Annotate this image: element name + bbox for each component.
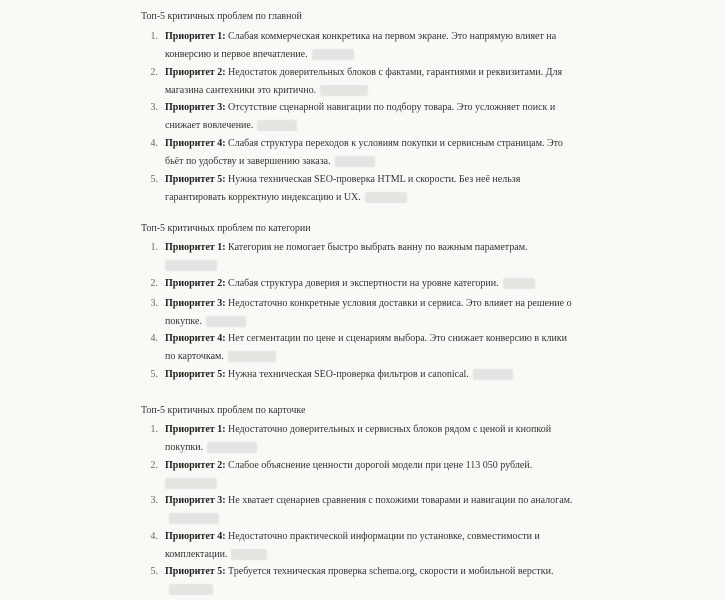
item-description: Слабая структура переходов к условиям покупки и сервисным страницам. Это бьёт по удобству и завершению заказа. [165, 138, 563, 167]
section-title: Топ-5 критичных проблем по карточке [141, 405, 306, 416]
redacted-blur [231, 549, 267, 560]
redacted-blur [320, 85, 368, 96]
redacted-blur [473, 369, 513, 380]
redacted-blur [169, 513, 219, 524]
item-text [165, 171, 575, 207]
item-text [165, 330, 575, 366]
item-text [165, 528, 575, 564]
item-text [165, 135, 575, 171]
item-text [165, 457, 575, 493]
item-description: Недостаточно конкретные условия доставки и сервиса. Это влияет на решение о покупке. [165, 298, 572, 327]
item-description: Слабое объяснение ценности дорогой модели при цене 113 050 рублей. [225, 460, 533, 471]
priority-label: Приоритет 2: [165, 67, 226, 78]
item-description: Нужна техническая SEO-проверка HTML и скорости. Без неё нельзя гарантировать корректную индексацию и UX. [165, 174, 521, 203]
priority-label: Приоритет 3: [165, 298, 226, 309]
priority-label: Приоритет 2: [165, 278, 226, 289]
item-text [165, 28, 575, 64]
item-number: 4. [150, 333, 158, 344]
item-description: Слабая коммерческая конкретика на первом экране. Это напрямую влияет на конверсию и первое впечатление. [165, 31, 557, 60]
item-text [165, 563, 575, 599]
item-description: Слабая структура доверия и экспертности на уровне категории. [225, 278, 499, 289]
item-description: Недостаток доверительных блоков с фактами, гарантиями и реквизитами. Для магазина сантехники это критично. [165, 67, 563, 96]
priority-label: Приоритет 1: [165, 424, 226, 435]
item-text [165, 275, 575, 293]
redacted-blur [169, 584, 213, 595]
item-number: 3. [150, 298, 158, 309]
priority-label: Приоритет 4: [165, 333, 226, 344]
priority-label: Приоритет 1: [165, 242, 226, 253]
item-description: Нужна техническая SEO-проверка фильтров и canonical. [225, 369, 469, 380]
item-number: 2. [150, 460, 158, 471]
redacted-blur [207, 442, 257, 453]
item-number: 4. [150, 531, 158, 542]
priority-label: Приоритет 2: [165, 460, 226, 471]
item-description: Недостаточно доверительных и сервисных блоков рядом с ценой и кнопкой покупки. [165, 424, 552, 453]
item-number: 3. [150, 102, 158, 113]
item-description: Недостаточно практической информации по установке, совместимости и комплектации. [165, 531, 540, 560]
item-text [165, 99, 575, 135]
item-description: Категория не помогает быстро выбрать ванну по важным параметрам. [225, 242, 528, 253]
item-description: Нет сегментации по цене и сценариям выбора. Это снижает конверсию в клики по карточкам. [165, 333, 568, 362]
priority-label: Приоритет 5: [165, 174, 226, 185]
redacted-blur [365, 192, 407, 203]
redacted-blur [503, 278, 535, 289]
item-number: 5. [150, 566, 158, 577]
item-number: 5. [150, 369, 158, 380]
item-text [165, 64, 575, 100]
priority-label: Приоритет 5: [165, 566, 226, 577]
item-number: 4. [150, 138, 158, 149]
priority-label: Приоритет 1: [165, 31, 226, 42]
item-number: 2. [150, 67, 158, 78]
priority-label: Приоритет 3: [165, 102, 226, 113]
section-title: Топ-5 критичных проблем по главной [141, 11, 302, 22]
priority-label: Приоритет 3: [165, 495, 226, 506]
item-number: 5. [150, 174, 158, 185]
item-text [165, 421, 575, 457]
item-description: Требуется техническая проверка schema.org, скорости и мобильной верстки. [225, 566, 554, 577]
redacted-blur [228, 351, 276, 362]
item-number: 1. [150, 31, 158, 42]
item-number: 2. [150, 278, 158, 289]
priority-label: Приоритет 5: [165, 369, 226, 380]
item-text [165, 366, 575, 384]
redacted-blur [335, 156, 375, 167]
redacted-blur [206, 316, 246, 327]
redacted-blur [165, 260, 217, 271]
item-text [165, 295, 575, 331]
priority-label: Приоритет 4: [165, 138, 226, 149]
item-text [165, 239, 575, 275]
item-number: 1. [150, 424, 158, 435]
item-number: 3. [150, 495, 158, 506]
item-description: Отсутствие сценарной навигации по подбору товара. Это усложняет поиск и снижает вовлечение. [165, 102, 556, 131]
redacted-blur [257, 120, 297, 131]
item-text [165, 492, 575, 528]
section-title: Топ-5 критичных проблем по категории [141, 223, 311, 234]
redacted-blur [165, 478, 217, 489]
item-description: Не хватает сценариев сравнения с похожими товарами и навигации по аналогам. [225, 495, 573, 506]
redacted-blur [312, 49, 354, 60]
item-number: 1. [150, 242, 158, 253]
priority-label: Приоритет 4: [165, 531, 226, 542]
